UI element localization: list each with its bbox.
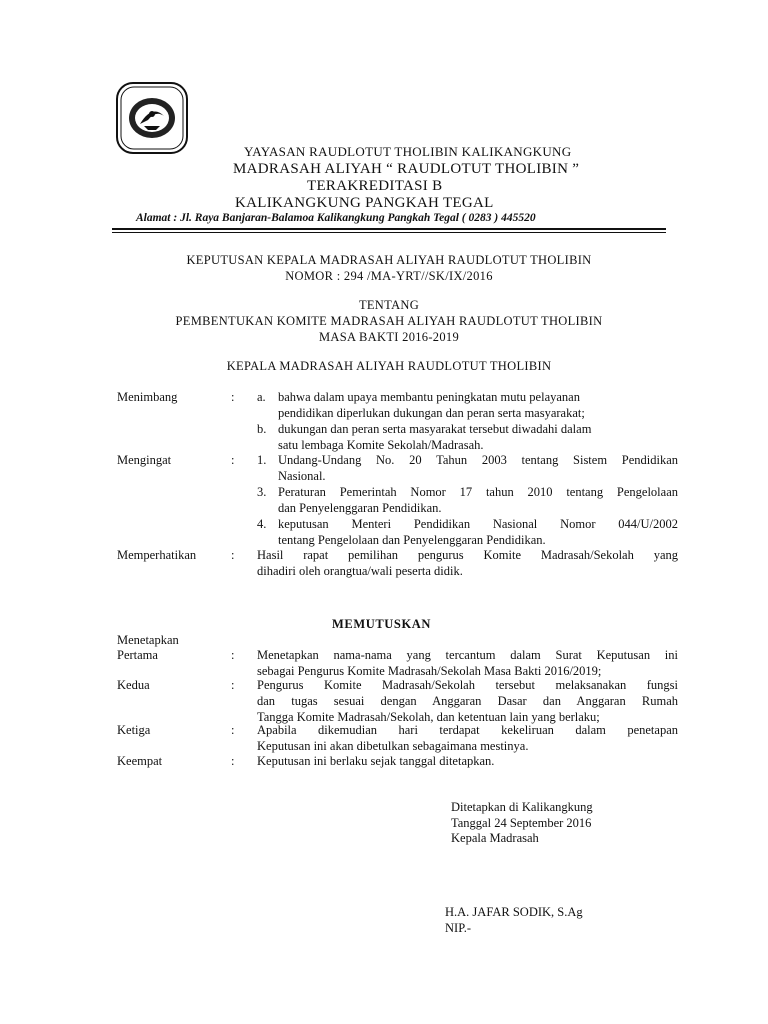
- school-location: KALIKANGKUNG PANGKAH TEGAL: [235, 195, 494, 211]
- decree-subject-line2: MASA BAKTI 2016-2019: [318, 330, 460, 344]
- establish-label: Menetapkan: [117, 633, 179, 647]
- letterhead-rule-thick: [112, 228, 666, 230]
- recalling-item-line: keputusan Menteri Pendidikan Nasional Nomor 044/U/2002: [278, 517, 678, 531]
- considering-item-line: dukungan dan peran serta masyarakat tersebut diwadahi dalam: [278, 422, 592, 436]
- article-colon: :: [231, 723, 235, 737]
- article-line: Tangga Komite Madrasah/Sekolah, dan ketentuan lain yang berlaku;: [257, 710, 600, 724]
- decree-title: KEPUTUSAN KEPALA MADRASAH ALIYAH RAUDLOTUT THOLIBIN: [186, 253, 592, 267]
- observing-label: Memperhatikan: [117, 548, 197, 562]
- recalling-item-marker: 1.: [257, 453, 267, 467]
- article-line: Keputusan ini akan dibetulkan sebagaimana mestinya.: [257, 739, 529, 753]
- signatory-name: H.A. JAFAR SODIK, S.Ag: [445, 905, 583, 919]
- considering-item-marker: b.: [257, 422, 267, 436]
- article-label: Pertama: [117, 648, 158, 662]
- signature-place: Ditetapkan di Kalikangkung: [451, 800, 593, 814]
- article-label: Keempat: [117, 754, 163, 768]
- decree-number: NOMOR : 294 /MA-YRT//SK/IX/2016: [285, 269, 493, 283]
- decree-subject-line1: PEMBENTUKAN KOMITE MADRASAH ALIYAH RAUDLOTUT THOLIBIN: [175, 314, 603, 328]
- considering-colon: :: [231, 390, 235, 404]
- school-address: Alamat : Jl. Raya Banjaran-Balamoa Kalikangkung Pangkah Tegal ( 0283 ) 445520: [136, 212, 536, 224]
- about-label: TENTANG: [358, 298, 420, 312]
- article-line: sebagai Pengurus Komite Madrasah/Sekolah Masa Bakti 2016/2019;: [257, 664, 602, 678]
- article-colon: :: [231, 678, 235, 692]
- considering-item-line: satu lembaga Komite Sekolah/Madrasah.: [278, 438, 484, 452]
- recalling-item-line: dan Penyelenggaran Pendidikan.: [278, 501, 442, 515]
- article-line: dan tugas sesuai dengan Anggaran Dasar dan Anggaran Rumah: [257, 694, 678, 708]
- recalling-item-line: Peraturan Pemerintah Nomor 17 tahun 2010 tentang Pengelolaan: [278, 485, 678, 499]
- recalling-item-line: Undang-Undang No. 20 Tahun 2003 tentang Sistem Pendidikan: [278, 453, 678, 467]
- yayasan-seal-logo: [114, 80, 190, 156]
- recalling-item-marker: 4.: [257, 517, 267, 531]
- recalling-label: Mengingat: [117, 453, 172, 467]
- observing-line: dihadiri oleh orangtua/wali peserta didik.: [257, 564, 463, 578]
- recalling-colon: :: [231, 453, 235, 467]
- article-line: Keputusan ini berlaku sejak tanggal ditetapkan.: [257, 754, 495, 768]
- article-label: Ketiga: [117, 723, 151, 737]
- considering-label: Menimbang: [117, 390, 178, 404]
- letterhead-rule-thin: [112, 232, 666, 233]
- recalling-item-marker: 3.: [257, 485, 267, 499]
- considering-item-line: bahwa dalam upaya membantu peningkatan mutu pelayanan: [278, 390, 580, 404]
- signature-position: Kepala Madrasah: [451, 831, 539, 845]
- observing-line: Hasil rapat pemilihan pengurus Komite Madrasah/Sekolah yang: [257, 548, 678, 562]
- article-line: Apabila dikemudian hari terdapat kekeliruan dalam penetapan: [257, 723, 678, 737]
- considering-item-line: pendidikan diperlukan dukungan dan peran serta masyarakat;: [278, 406, 585, 420]
- recalling-item-line: Nasional.: [278, 469, 326, 483]
- signature-date: Tanggal 24 September 2016: [451, 816, 592, 830]
- accreditation: TERAKREDITASI B: [307, 178, 443, 194]
- article-line: Menetapkan nama-nama yang tercantum dalam Surat Keputusan ini: [257, 648, 678, 662]
- article-label: Kedua: [117, 678, 150, 692]
- article-colon: :: [231, 754, 235, 768]
- decides-heading: MEMUTUSKAN: [332, 617, 432, 631]
- school-name: MADRASAH ALIYAH “ RAUDLOTUT THOLIBIN ”: [233, 161, 580, 177]
- decree-issuer: KEPALA MADRASAH ALIYAH RAUDLOTUT THOLIBIN: [226, 359, 552, 373]
- article-line: Pengurus Komite Madrasah/Sekolah tersebut melaksanakan fungsi: [257, 678, 678, 692]
- foundation-name: YAYASAN RAUDLOTUT THOLIBIN KALIKANGKUNG: [244, 144, 572, 159]
- signatory-nip: NIP.-: [445, 921, 472, 935]
- observing-colon: :: [231, 548, 235, 562]
- article-colon: :: [231, 648, 235, 662]
- recalling-item-line: tentang Pengelolaan dan Penyelenggaran Pendidikan.: [278, 533, 546, 547]
- considering-item-marker: a.: [257, 390, 266, 404]
